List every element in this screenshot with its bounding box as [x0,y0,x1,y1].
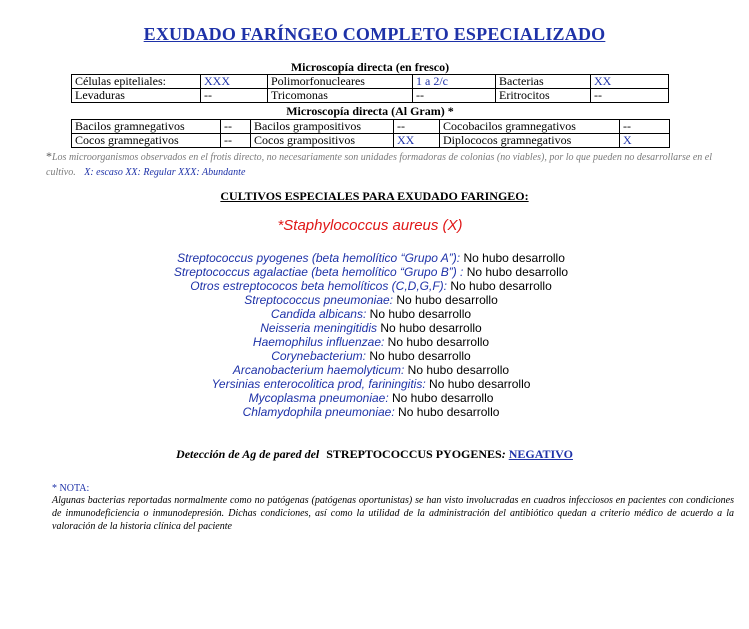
cell-label: Eritrocitos [496,89,591,103]
abundance-key: X: escaso XX: Regular XXX: Abundante [84,167,246,178]
culture-result: No hubo desarrollo [366,307,472,321]
cell-label: Cocos grampositivos [251,134,394,148]
list-item [0,307,742,321]
organism-name: Candida albicans: [270,307,367,321]
culture-result: No hubo desarrollo [376,321,482,335]
cell-value: X [620,134,670,148]
culture-result: No hubo desarrollo [388,391,494,405]
cell-value: -- [394,120,440,134]
culture-result: No hubo desarrollo [393,293,498,307]
organism-name: Streptococcus agalactiae (beta hemolítico “Grupo B”) : [173,265,464,279]
organism-name: Streptococcus pyogenes (beta hemolítico “Grupo A”): [177,251,461,265]
organism-name: Mycoplasma pneumoniae: [248,391,389,405]
cell-label: Bacterias [496,75,591,89]
list-item [0,265,742,279]
note-asterisk: * [46,149,52,163]
organism-name: Otros estreptococos beta hemolíticos (C,D,G,F): [190,279,448,293]
list-item [0,321,742,335]
culture-result: No hubo desarrollo [365,349,471,363]
culture-result: No hubo desarrollo [384,335,490,349]
antigen-result: NEGATIVO [508,447,573,461]
organism-name: Streptococcus pneumoniae: [244,293,394,307]
report-title: EXUDADO FARÍNGEO COMPLETO ESPECIALIZADO [143,24,606,44]
antigen-colon: : [501,447,509,461]
frotis-note [46,149,716,180]
fresh-microscopy-table [71,74,669,103]
antigen-label: Detección de Ag de pared del [176,447,320,461]
culture-result: No hubo desarrollo [425,377,531,391]
cell-value: -- [201,89,268,103]
organism-name: Haemophilus influenzae: [252,335,385,349]
cell-label: Bacilos grampositivos [251,120,394,134]
fresh-microscopy-heading: Microscopía directa (en fresco) [290,60,450,74]
list-item [0,377,742,391]
list-item [0,251,742,265]
staphylococcus-result: *Staphylococcus aureus (X) [277,217,463,234]
cell-label: Células epiteliales: [72,75,201,89]
table-row [72,134,670,148]
cell-label: Cocos gramnegativos [72,134,221,148]
organism-name: Corynebacterium: [271,349,366,363]
list-item [0,293,742,307]
cell-label: Polimorfonucleares [268,75,413,89]
nota-text: Algunas bacterias reportadas normalmente como no patógenas (patógenas oportunistas) se han visto involucradas en cuadros infecciosos en pacientes con condiciones de inmunodeficiencia o inmunodepresión. Dichas condiciones, así como la utilidad de la administración del antibiótico quedan a criterio médico de acuerdo a la valoración de la historia clínica del paciente [52,495,734,532]
cell-label: Tricomonas [268,89,413,103]
nota-label: * NOTA: [52,483,90,494]
cell-value: -- [221,134,251,148]
table-row [72,75,669,89]
cell-label: Bacilos gramnegativos [72,120,221,134]
list-item [0,335,742,349]
cell-label: Levaduras [72,89,201,103]
antigen-detection [0,447,749,462]
list-item [0,405,742,419]
list-item [0,349,742,363]
cell-value: XX [591,75,669,89]
gram-microscopy-table [71,119,670,148]
culture-result: No hubo desarrollo [463,265,569,279]
table-row [72,89,669,103]
organism-name: Neisseria meningitidis [260,321,377,335]
culture-result: No hubo desarrollo [404,363,510,377]
organism-name: Yersinias enterocolitica prod, fariningitis: [211,377,426,391]
culture-results-list [0,251,742,419]
gram-microscopy-heading: Microscopía directa (Al Gram) * [286,104,454,118]
cell-value: -- [620,120,670,134]
cell-value: 1 a 2/c [413,75,496,89]
cell-value: -- [413,89,496,103]
cell-value: XXX [201,75,268,89]
list-item [0,363,742,377]
cell-label: Cocobacilos gramnegativos [440,120,620,134]
culture-result: No hubo desarrollo [447,279,552,293]
cell-value: XX [394,134,440,148]
antigen-organism: STREPTOCOCCUS PYOGENES [326,447,502,461]
cell-value: -- [221,120,251,134]
cell-value: -- [591,89,669,103]
list-item [0,391,742,405]
cultures-heading: CULTIVOS ESPECIALES PARA EXUDADO FARINGEO: [220,189,529,203]
table-row [72,120,670,134]
cell-label: Diplococos gramnegativos [440,134,620,148]
list-item [0,279,742,293]
culture-result: No hubo desarrollo [394,405,500,419]
organism-name: Arcanobacterium haemolyticum: [232,363,405,377]
organism-name: Chlamydophila pneumoniae: [242,405,395,419]
note-text: Los microorganismos observados en el frotis directo, no necesariamente son unidades formadoras de colonias (no viables), por lo que pueden no desarrollarse en el cultivo. [46,152,713,178]
culture-result: No hubo desarrollo [460,251,565,265]
